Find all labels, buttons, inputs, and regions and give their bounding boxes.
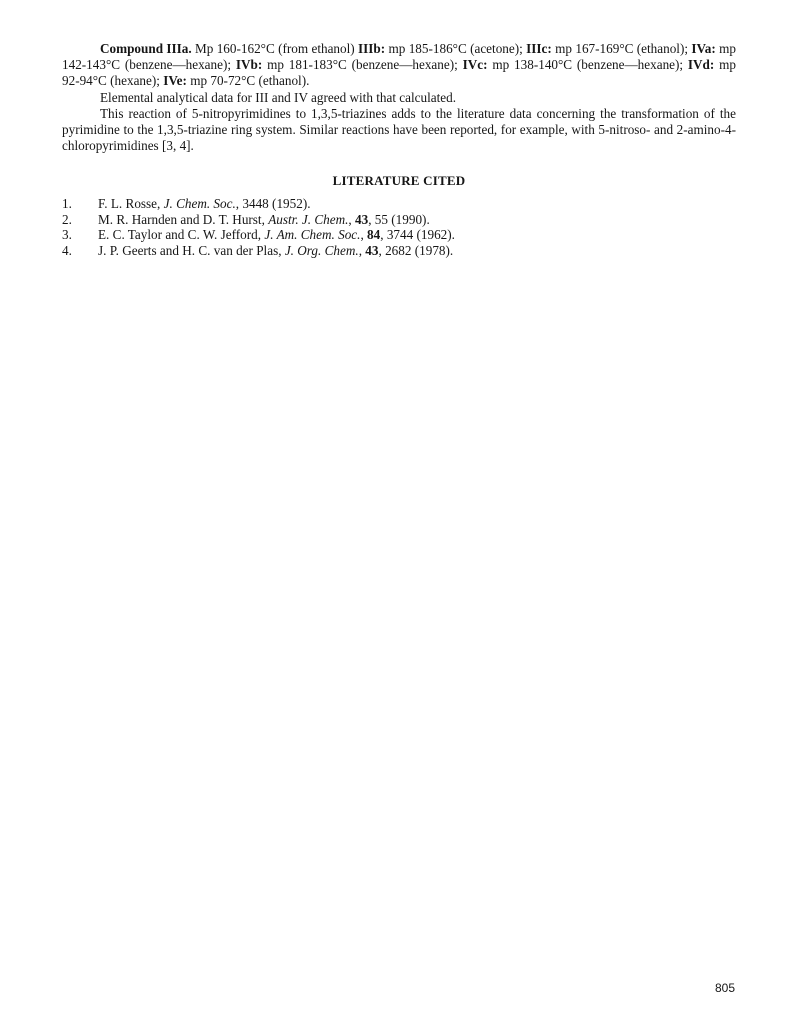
compound-label: IVc: [462, 57, 488, 72]
reference-journal: J. Org. Chem. [284, 242, 359, 258]
reference-number: 3. [62, 227, 72, 243]
compound-text: mp 92-94°C (hexane); [62, 57, 736, 88]
reference-text [98, 243, 682, 259]
discussion-paragraph: This reaction of 5-nitropyrimidines to 1,3,5-triazines adds to the literature data concerning the transformation of the pyrimidine to the 1,3,5-triazine ring system. Similar reactions have been reported, for example, with 5-nitroso- and 2-amino-4-chloropyrimidines [3, 4]. [62, 106, 736, 153]
reference-separator: , [358, 242, 366, 258]
reference-volume: 84 [367, 227, 381, 243]
compound-label: IVa: [691, 41, 716, 56]
page-number: 805 [715, 981, 736, 995]
reference-journal: J. Am. Chem. Soc. [264, 227, 361, 243]
compound-text: mp 185-186°C (acetone); [385, 41, 527, 56]
reference-item [62, 227, 682, 243]
reference-separator: , [235, 196, 243, 211]
reference-text [98, 227, 682, 243]
compound-text: mp 138-140°C (benzene—hexane); [487, 57, 688, 72]
reference-authors: F. L. Rosse, [98, 196, 164, 211]
compound-melting-points-paragraph [62, 41, 736, 89]
reference-authors: M. R. Harnden and D. T. Hurst, [98, 211, 269, 227]
compound-label: Compound IIIa. [100, 41, 192, 56]
compound-text: mp 167-169°C (ethanol); [551, 41, 692, 56]
compound-text: Mp 160-162°C (from ethanol) [191, 41, 359, 56]
elemental-analysis-paragraph: Elemental analytical data for III and IV agreed with that calculated. [100, 90, 457, 105]
reference-pages-year: , 3744 (1962). [380, 227, 455, 243]
reference-item [62, 212, 682, 228]
reference-journal: Austr. J. Chem. [268, 211, 349, 227]
reference-volume: 43 [365, 242, 379, 258]
reference-text [98, 196, 682, 212]
reference-item [62, 243, 682, 259]
reference-text [98, 212, 682, 228]
reference-volume: 43 [355, 211, 369, 227]
reference-number: 1. [62, 196, 72, 211]
compound-label: IVd: [687, 57, 715, 72]
compound-label: IVb: [235, 57, 263, 72]
compound-text: mp 181-183°C (benzene—hexane); [262, 57, 463, 72]
reference-separator: , [360, 227, 368, 243]
reference-pages-year: , 2682 (1978). [378, 242, 454, 258]
compound-label: IIIb: [358, 41, 386, 56]
literature-cited-heading: LITERATURE CITED [332, 173, 466, 188]
reference-number: 4. [62, 242, 72, 258]
reference-item [62, 196, 682, 212]
reference-authors: E. C. Taylor and C. W. Jefford, [98, 227, 265, 243]
reference-pages-year: 3448 (1952). [242, 196, 311, 211]
reference-pages-year: , 55 (1990). [368, 211, 430, 227]
reference-separator: , [348, 211, 356, 227]
compound-label: IVe: [163, 73, 187, 88]
compound-text: mp 142-143°C (benzene—hexane); [62, 41, 737, 72]
compound-text: mp 70-72°C (ethanol). [186, 73, 310, 88]
reference-authors: J. P. Geerts and H. C. van der Plas, [98, 242, 285, 258]
reference-number: 2. [62, 211, 72, 227]
reference-list [62, 196, 682, 258]
compound-label: IIIc: [526, 41, 552, 56]
reference-journal: J. Chem. Soc. [163, 196, 236, 211]
